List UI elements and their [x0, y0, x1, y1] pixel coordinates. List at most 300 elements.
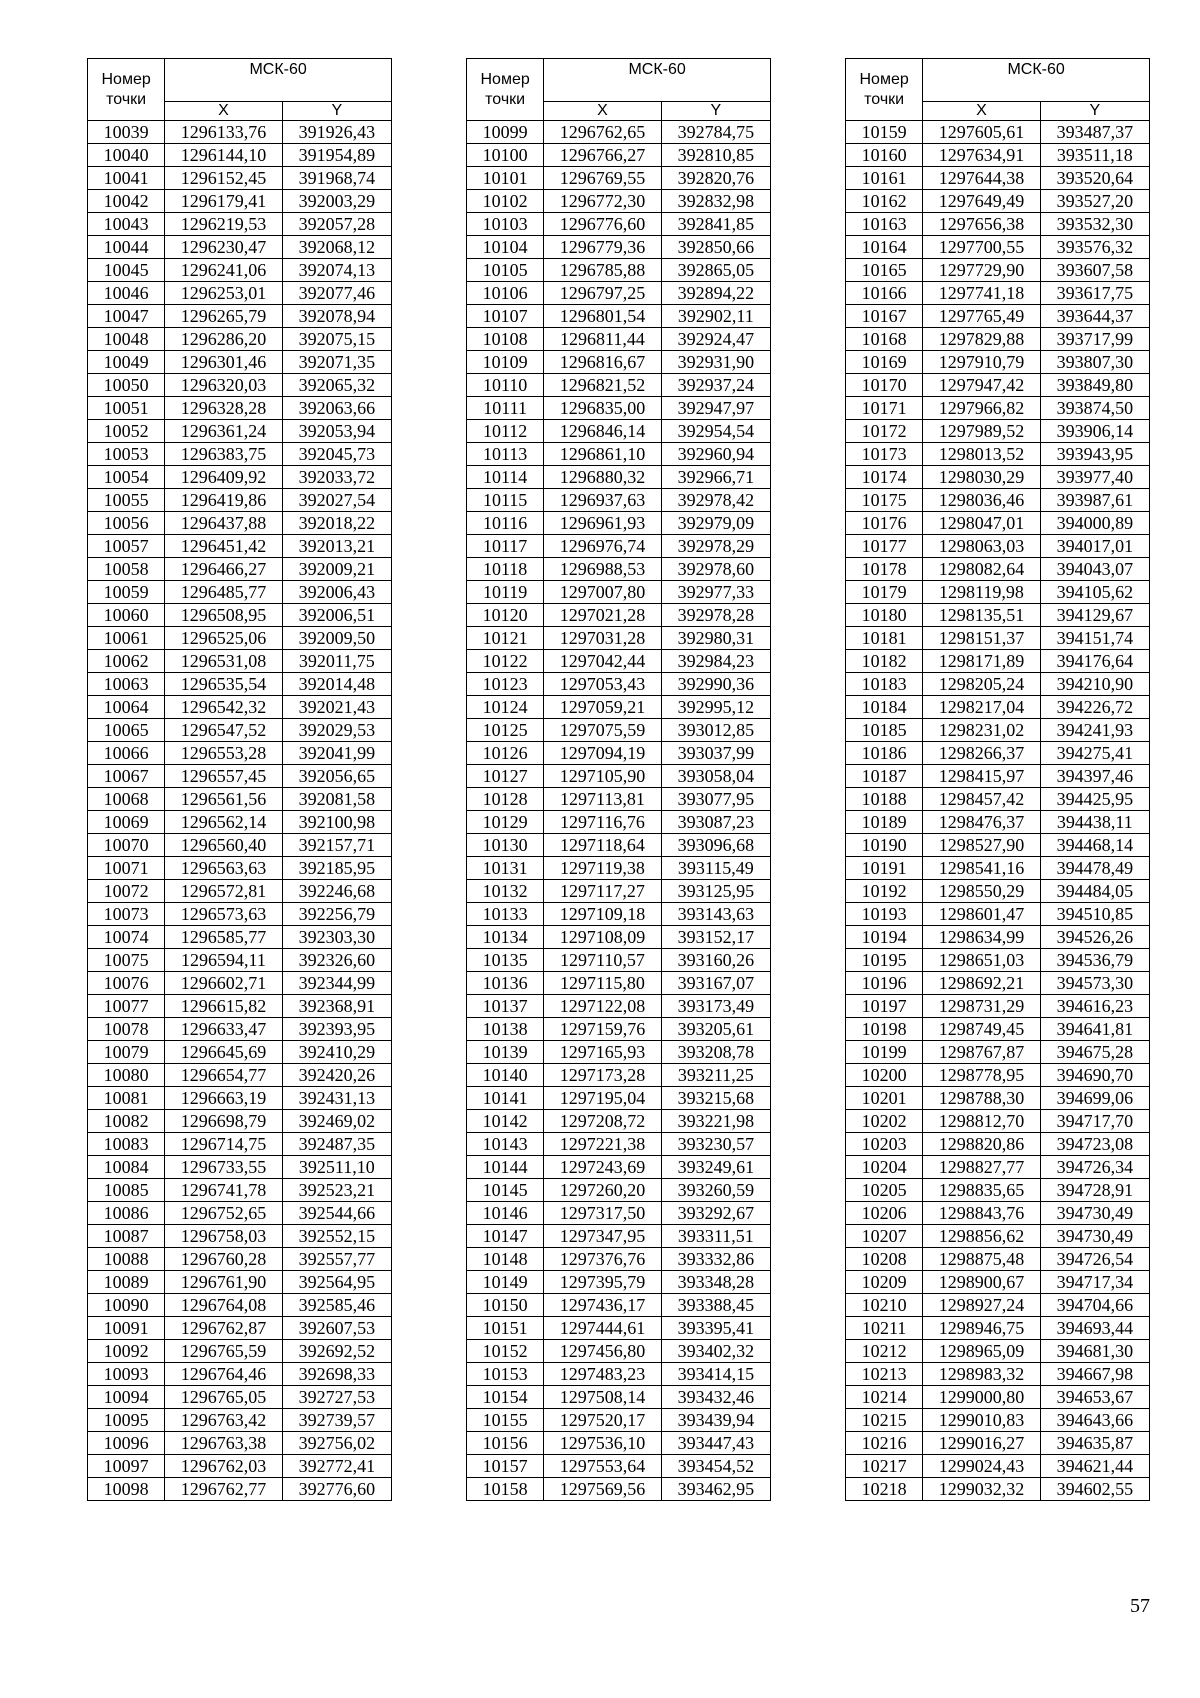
y-coordinate-cell: 393439,94 — [661, 1409, 770, 1432]
y-coordinate-cell: 392029,53 — [282, 719, 391, 742]
table-row — [88, 535, 392, 558]
table-row — [88, 397, 392, 420]
y-coordinate-cell: 393152,17 — [661, 926, 770, 949]
table-row — [846, 903, 1150, 926]
point-number-cell: 10128 — [467, 788, 544, 811]
point-number-cell: 10054 — [88, 466, 165, 489]
table-row — [467, 1087, 771, 1110]
table-row — [846, 397, 1150, 420]
x-coordinate-cell: 1298231,02 — [923, 719, 1040, 742]
x-coordinate-cell: 1298651,03 — [923, 949, 1040, 972]
y-coordinate-cell: 392756,02 — [282, 1432, 391, 1455]
point-number-cell: 10079 — [88, 1041, 165, 1064]
y-coordinate-cell: 393462,95 — [661, 1478, 770, 1501]
y-coordinate-cell: 393807,30 — [1040, 351, 1149, 374]
point-number-cell: 10208 — [846, 1248, 923, 1271]
point-number-header-line2: точки — [485, 90, 526, 108]
y-coordinate-cell: 392185,95 — [282, 857, 391, 880]
x-coordinate-cell: 1297260,20 — [544, 1179, 661, 1202]
table-row — [846, 742, 1150, 765]
y-coordinate-cell: 393432,46 — [661, 1386, 770, 1409]
y-coordinate-cell: 392977,33 — [661, 581, 770, 604]
x-coordinate-cell: 1297165,93 — [544, 1041, 661, 1064]
x-coordinate-cell: 1298749,45 — [923, 1018, 1040, 1041]
y-coordinate-cell: 392469,02 — [282, 1110, 391, 1133]
y-coordinate-cell: 392511,10 — [282, 1156, 391, 1179]
point-number-cell: 10129 — [467, 811, 544, 834]
y-coordinate-cell: 393607,58 — [1040, 259, 1149, 282]
point-number-cell: 10070 — [88, 834, 165, 857]
table-row — [846, 1018, 1150, 1041]
table-row — [846, 512, 1150, 535]
point-number-cell: 10071 — [88, 857, 165, 880]
table-row — [88, 190, 392, 213]
y-coordinate-cell: 393211,25 — [661, 1064, 770, 1087]
x-coordinate-cell: 1296785,88 — [544, 259, 661, 282]
x-coordinate-cell: 1296654,77 — [165, 1064, 282, 1087]
x-coordinate-cell: 1296133,76 — [165, 121, 282, 144]
point-number-header — [467, 59, 544, 121]
x-coordinate-cell: 1298835,65 — [923, 1179, 1040, 1202]
y-coordinate-cell: 393332,86 — [661, 1248, 770, 1271]
x-coordinate-cell: 1298217,04 — [923, 696, 1040, 719]
point-number-cell: 10154 — [467, 1386, 544, 1409]
table-row — [88, 1248, 392, 1271]
x-coordinate-cell: 1296880,32 — [544, 466, 661, 489]
table-row — [846, 604, 1150, 627]
y-coordinate-cell: 392727,53 — [282, 1386, 391, 1409]
y-coordinate-cell: 392776,60 — [282, 1478, 391, 1501]
table-row — [846, 213, 1150, 236]
point-number-cell: 10074 — [88, 926, 165, 949]
point-number-cell: 10081 — [88, 1087, 165, 1110]
x-coordinate-cell: 1297118,64 — [544, 834, 661, 857]
x-coordinate-cell: 1296485,77 — [165, 581, 282, 604]
table-row — [846, 305, 1150, 328]
point-number-cell: 10187 — [846, 765, 923, 788]
point-number-cell: 10140 — [467, 1064, 544, 1087]
x-coordinate-cell: 1297159,76 — [544, 1018, 661, 1041]
point-number-cell: 10052 — [88, 420, 165, 443]
table-row — [846, 259, 1150, 282]
x-coordinate-cell: 1298205,24 — [923, 673, 1040, 696]
point-number-cell: 10174 — [846, 466, 923, 489]
x-coordinate-cell: 1296762,65 — [544, 121, 661, 144]
table-row — [846, 1432, 1150, 1455]
y-coordinate-cell: 392784,75 — [661, 121, 770, 144]
table-body — [467, 121, 771, 1501]
point-number-cell: 10144 — [467, 1156, 544, 1179]
table-row — [846, 144, 1150, 167]
table-row — [467, 1386, 771, 1409]
y-coordinate-cell: 393511,18 — [1040, 144, 1149, 167]
table-row — [467, 1225, 771, 1248]
point-number-cell: 10116 — [467, 512, 544, 535]
table-body — [846, 121, 1150, 1501]
y-coordinate-cell: 393447,43 — [661, 1432, 770, 1455]
table-row — [88, 903, 392, 926]
x-coordinate-cell: 1296816,67 — [544, 351, 661, 374]
y-coordinate-cell: 394017,01 — [1040, 535, 1149, 558]
y-coordinate-cell: 392585,46 — [282, 1294, 391, 1317]
x-coordinate-cell: 1296572,81 — [165, 880, 282, 903]
x-coordinate-cell: 1298843,76 — [923, 1202, 1040, 1225]
x-coordinate-cell: 1298692,21 — [923, 972, 1040, 995]
table-row — [88, 627, 392, 650]
x-coordinate-cell: 1297173,28 — [544, 1064, 661, 1087]
y-coordinate-cell: 392018,22 — [282, 512, 391, 535]
table-row — [846, 995, 1150, 1018]
x-coordinate-cell: 1296763,38 — [165, 1432, 282, 1455]
x-coordinate-cell: 1296763,42 — [165, 1409, 282, 1432]
table-row — [846, 926, 1150, 949]
y-coordinate-cell: 392978,28 — [661, 604, 770, 627]
point-number-cell: 10043 — [88, 213, 165, 236]
y-coordinate-cell: 394425,95 — [1040, 788, 1149, 811]
x-coordinate-cell: 1299024,43 — [923, 1455, 1040, 1478]
x-coordinate-cell: 1297119,38 — [544, 857, 661, 880]
table-row — [88, 282, 392, 305]
y-coordinate-cell: 392937,24 — [661, 374, 770, 397]
point-number-cell: 10105 — [467, 259, 544, 282]
table-row — [846, 1110, 1150, 1133]
table-row — [467, 558, 771, 581]
y-coordinate-cell: 393943,95 — [1040, 443, 1149, 466]
x-coordinate-cell: 1296772,30 — [544, 190, 661, 213]
x-coordinate-cell: 1296531,08 — [165, 650, 282, 673]
table-row — [467, 673, 771, 696]
table-row — [846, 420, 1150, 443]
x-coordinate-cell: 1296383,75 — [165, 443, 282, 466]
y-coordinate-cell: 392057,28 — [282, 213, 391, 236]
y-coordinate-cell: 394105,62 — [1040, 581, 1149, 604]
y-coordinate-cell: 393058,04 — [661, 765, 770, 788]
point-number-cell: 10171 — [846, 397, 923, 420]
table-row — [467, 742, 771, 765]
point-number-cell: 10126 — [467, 742, 544, 765]
x-coordinate-cell: 1297605,61 — [923, 121, 1040, 144]
point-number-cell: 10122 — [467, 650, 544, 673]
table-row — [846, 1133, 1150, 1156]
x-coordinate-cell: 1298541,16 — [923, 857, 1040, 880]
table-row — [88, 420, 392, 443]
point-number-header — [846, 59, 923, 121]
point-number-cell: 10190 — [846, 834, 923, 857]
y-coordinate-cell: 392006,51 — [282, 604, 391, 627]
point-number-cell: 10073 — [88, 903, 165, 926]
point-number-cell: 10046 — [88, 282, 165, 305]
y-coordinate-cell: 394653,67 — [1040, 1386, 1149, 1409]
point-number-cell: 10168 — [846, 328, 923, 351]
point-number-cell: 10042 — [88, 190, 165, 213]
table-row — [88, 972, 392, 995]
x-coordinate-cell: 1296698,79 — [165, 1110, 282, 1133]
y-coordinate-cell: 392246,68 — [282, 880, 391, 903]
x-coordinate-cell: 1298119,98 — [923, 581, 1040, 604]
y-coordinate-cell: 392056,65 — [282, 765, 391, 788]
x-coordinate-cell: 1296988,53 — [544, 558, 661, 581]
table-row — [467, 834, 771, 857]
table-row — [467, 1432, 771, 1455]
x-coordinate-cell: 1296466,27 — [165, 558, 282, 581]
y-coordinate-cell: 392487,35 — [282, 1133, 391, 1156]
x-coordinate-cell: 1297741,18 — [923, 282, 1040, 305]
y-coordinate-cell: 394438,11 — [1040, 811, 1149, 834]
y-coordinate-cell: 392978,60 — [661, 558, 770, 581]
x-coordinate-cell: 1298527,90 — [923, 834, 1040, 857]
x-coordinate-cell: 1297910,79 — [923, 351, 1040, 374]
table-row — [467, 328, 771, 351]
point-number-cell: 10147 — [467, 1225, 544, 1248]
y-coordinate-cell: 392368,91 — [282, 995, 391, 1018]
x-coordinate-cell: 1296547,52 — [165, 719, 282, 742]
x-coordinate-cell: 1297456,80 — [544, 1340, 661, 1363]
y-column-header: Y — [1040, 102, 1149, 121]
point-number-cell: 10178 — [846, 558, 923, 581]
table-row — [467, 1202, 771, 1225]
point-number-cell: 10092 — [88, 1340, 165, 1363]
point-number-cell: 10063 — [88, 673, 165, 696]
point-number-cell: 10213 — [846, 1363, 923, 1386]
y-coordinate-cell: 392009,21 — [282, 558, 391, 581]
y-coordinate-cell: 392841,85 — [661, 213, 770, 236]
point-number-cell: 10110 — [467, 374, 544, 397]
y-coordinate-cell: 393402,32 — [661, 1340, 770, 1363]
y-coordinate-cell: 392009,50 — [282, 627, 391, 650]
point-number-cell: 10175 — [846, 489, 923, 512]
table-row — [846, 489, 1150, 512]
point-number-cell: 10111 — [467, 397, 544, 420]
y-coordinate-cell: 393487,37 — [1040, 121, 1149, 144]
x-coordinate-cell: 1296219,53 — [165, 213, 282, 236]
table-row — [846, 581, 1150, 604]
x-coordinate-cell: 1296241,06 — [165, 259, 282, 282]
table-row — [467, 1455, 771, 1478]
y-coordinate-cell: 394151,74 — [1040, 627, 1149, 650]
x-coordinate-cell: 1298965,09 — [923, 1340, 1040, 1363]
table-row — [846, 1271, 1150, 1294]
point-number-cell: 10075 — [88, 949, 165, 972]
y-coordinate-cell: 393874,50 — [1040, 397, 1149, 420]
y-coordinate-cell: 392564,95 — [282, 1271, 391, 1294]
x-coordinate-cell: 1296752,65 — [165, 1202, 282, 1225]
table-row — [88, 1202, 392, 1225]
table-row — [88, 949, 392, 972]
point-number-cell: 10115 — [467, 489, 544, 512]
table-row — [467, 535, 771, 558]
y-coordinate-cell: 393215,68 — [661, 1087, 770, 1110]
y-coordinate-cell: 394635,87 — [1040, 1432, 1149, 1455]
x-coordinate-cell: 1298476,37 — [923, 811, 1040, 834]
x-coordinate-cell: 1297508,14 — [544, 1386, 661, 1409]
table-row — [88, 880, 392, 903]
y-coordinate-cell: 392081,58 — [282, 788, 391, 811]
table-row — [846, 949, 1150, 972]
table-body — [88, 121, 392, 1501]
x-coordinate-cell: 1296553,28 — [165, 742, 282, 765]
table-row — [88, 167, 392, 190]
table-row — [846, 558, 1150, 581]
coordinates-table-1 — [87, 58, 392, 1501]
table-row — [846, 650, 1150, 673]
point-number-cell: 10150 — [467, 1294, 544, 1317]
point-number-cell: 10069 — [88, 811, 165, 834]
table-row — [846, 1064, 1150, 1087]
x-coordinate-cell: 1296562,14 — [165, 811, 282, 834]
point-number-cell: 10157 — [467, 1455, 544, 1478]
y-coordinate-cell: 392068,12 — [282, 236, 391, 259]
coordinates-table-3 — [845, 58, 1150, 1501]
table-row — [88, 1409, 392, 1432]
point-number-cell: 10064 — [88, 696, 165, 719]
point-number-header-line1: Номер — [101, 70, 151, 88]
table-row — [467, 903, 771, 926]
point-number-cell: 10161 — [846, 167, 923, 190]
y-coordinate-cell: 393221,98 — [661, 1110, 770, 1133]
table-row — [467, 696, 771, 719]
table-row — [467, 443, 771, 466]
x-coordinate-cell: 1296152,45 — [165, 167, 282, 190]
point-number-cell: 10066 — [88, 742, 165, 765]
y-coordinate-cell: 394510,85 — [1040, 903, 1149, 926]
point-number-cell: 10041 — [88, 167, 165, 190]
point-number-cell: 10194 — [846, 926, 923, 949]
table-row — [467, 627, 771, 650]
y-coordinate-cell: 392021,43 — [282, 696, 391, 719]
point-number-cell: 10209 — [846, 1271, 923, 1294]
x-coordinate-cell: 1297634,91 — [923, 144, 1040, 167]
table-row — [846, 443, 1150, 466]
x-coordinate-cell: 1296230,47 — [165, 236, 282, 259]
point-number-cell: 10143 — [467, 1133, 544, 1156]
point-number-cell: 10218 — [846, 1478, 923, 1501]
x-coordinate-cell: 1298900,67 — [923, 1271, 1040, 1294]
x-coordinate-cell: 1296301,46 — [165, 351, 282, 374]
y-coordinate-cell: 394726,54 — [1040, 1248, 1149, 1271]
point-number-cell: 10176 — [846, 512, 923, 535]
x-coordinate-cell: 1296615,82 — [165, 995, 282, 1018]
y-coordinate-cell: 394726,34 — [1040, 1156, 1149, 1179]
y-coordinate-cell: 393576,32 — [1040, 236, 1149, 259]
table-row — [88, 1386, 392, 1409]
x-coordinate-cell: 1296797,25 — [544, 282, 661, 305]
y-coordinate-cell: 392810,85 — [661, 144, 770, 167]
table-row — [88, 1363, 392, 1386]
table-row — [846, 1087, 1150, 1110]
x-coordinate-cell: 1298820,86 — [923, 1133, 1040, 1156]
point-number-cell: 10106 — [467, 282, 544, 305]
table-row — [467, 1409, 771, 1432]
table-row — [846, 1156, 1150, 1179]
table-row — [467, 466, 771, 489]
point-number-cell: 10089 — [88, 1271, 165, 1294]
x-coordinate-cell: 1297649,49 — [923, 190, 1040, 213]
point-number-cell: 10088 — [88, 1248, 165, 1271]
y-coordinate-cell: 394210,90 — [1040, 673, 1149, 696]
table-row — [467, 604, 771, 627]
y-coordinate-cell: 392931,90 — [661, 351, 770, 374]
y-coordinate-cell: 393230,57 — [661, 1133, 770, 1156]
y-coordinate-cell: 394573,30 — [1040, 972, 1149, 995]
y-coordinate-cell: 392053,94 — [282, 420, 391, 443]
y-coordinate-cell: 392157,71 — [282, 834, 391, 857]
y-coordinate-cell: 394699,06 — [1040, 1087, 1149, 1110]
point-number-cell: 10149 — [467, 1271, 544, 1294]
x-coordinate-cell: 1296835,00 — [544, 397, 661, 420]
table-row — [88, 328, 392, 351]
table-row — [467, 489, 771, 512]
point-number-cell: 10119 — [467, 581, 544, 604]
y-coordinate-cell: 392960,94 — [661, 443, 770, 466]
table-row — [88, 443, 392, 466]
x-coordinate-cell: 1298875,48 — [923, 1248, 1040, 1271]
y-coordinate-cell: 393414,15 — [661, 1363, 770, 1386]
y-coordinate-cell: 394602,55 — [1040, 1478, 1149, 1501]
point-number-cell: 10121 — [467, 627, 544, 650]
x-coordinate-cell: 1299016,27 — [923, 1432, 1040, 1455]
table-row — [467, 121, 771, 144]
point-number-cell: 10078 — [88, 1018, 165, 1041]
y-coordinate-cell: 392393,95 — [282, 1018, 391, 1041]
point-number-cell: 10120 — [467, 604, 544, 627]
y-coordinate-cell: 392011,75 — [282, 650, 391, 673]
table-row — [467, 190, 771, 213]
y-coordinate-cell: 393348,28 — [661, 1271, 770, 1294]
x-coordinate-cell: 1296762,03 — [165, 1455, 282, 1478]
table-row — [88, 1064, 392, 1087]
y-coordinate-cell: 392980,31 — [661, 627, 770, 650]
y-column-header: Y — [661, 102, 770, 121]
y-coordinate-cell: 394129,67 — [1040, 604, 1149, 627]
table-row — [846, 328, 1150, 351]
point-number-cell: 10197 — [846, 995, 923, 1018]
y-coordinate-cell: 391954,89 — [282, 144, 391, 167]
y-coordinate-cell: 392006,43 — [282, 581, 391, 604]
y-coordinate-cell: 392978,29 — [661, 535, 770, 558]
x-coordinate-cell: 1297007,80 — [544, 581, 661, 604]
y-coordinate-cell: 393644,37 — [1040, 305, 1149, 328]
point-number-header — [88, 59, 165, 121]
y-coordinate-cell: 394478,49 — [1040, 857, 1149, 880]
y-coordinate-cell: 392995,12 — [661, 696, 770, 719]
table-row — [88, 305, 392, 328]
point-number-cell: 10164 — [846, 236, 923, 259]
y-coordinate-cell: 392544,66 — [282, 1202, 391, 1225]
point-number-cell: 10125 — [467, 719, 544, 742]
x-coordinate-cell: 1297110,57 — [544, 949, 661, 972]
x-coordinate-cell: 1296760,28 — [165, 1248, 282, 1271]
point-number-cell: 10151 — [467, 1317, 544, 1340]
table-row — [846, 857, 1150, 880]
y-coordinate-cell: 392045,73 — [282, 443, 391, 466]
y-coordinate-cell: 392014,48 — [282, 673, 391, 696]
point-number-cell: 10135 — [467, 949, 544, 972]
point-number-cell: 10167 — [846, 305, 923, 328]
point-number-cell: 10076 — [88, 972, 165, 995]
table-row — [846, 972, 1150, 995]
point-number-cell: 10095 — [88, 1409, 165, 1432]
point-number-cell: 10050 — [88, 374, 165, 397]
point-number-cell: 10085 — [88, 1179, 165, 1202]
table-row — [467, 811, 771, 834]
point-number-cell: 10084 — [88, 1156, 165, 1179]
point-number-cell: 10198 — [846, 1018, 923, 1041]
y-coordinate-cell: 392966,71 — [661, 466, 770, 489]
y-column-header: Y — [282, 102, 391, 121]
point-number-cell: 10196 — [846, 972, 923, 995]
x-coordinate-cell: 1299010,83 — [923, 1409, 1040, 1432]
x-coordinate-cell: 1298266,37 — [923, 742, 1040, 765]
